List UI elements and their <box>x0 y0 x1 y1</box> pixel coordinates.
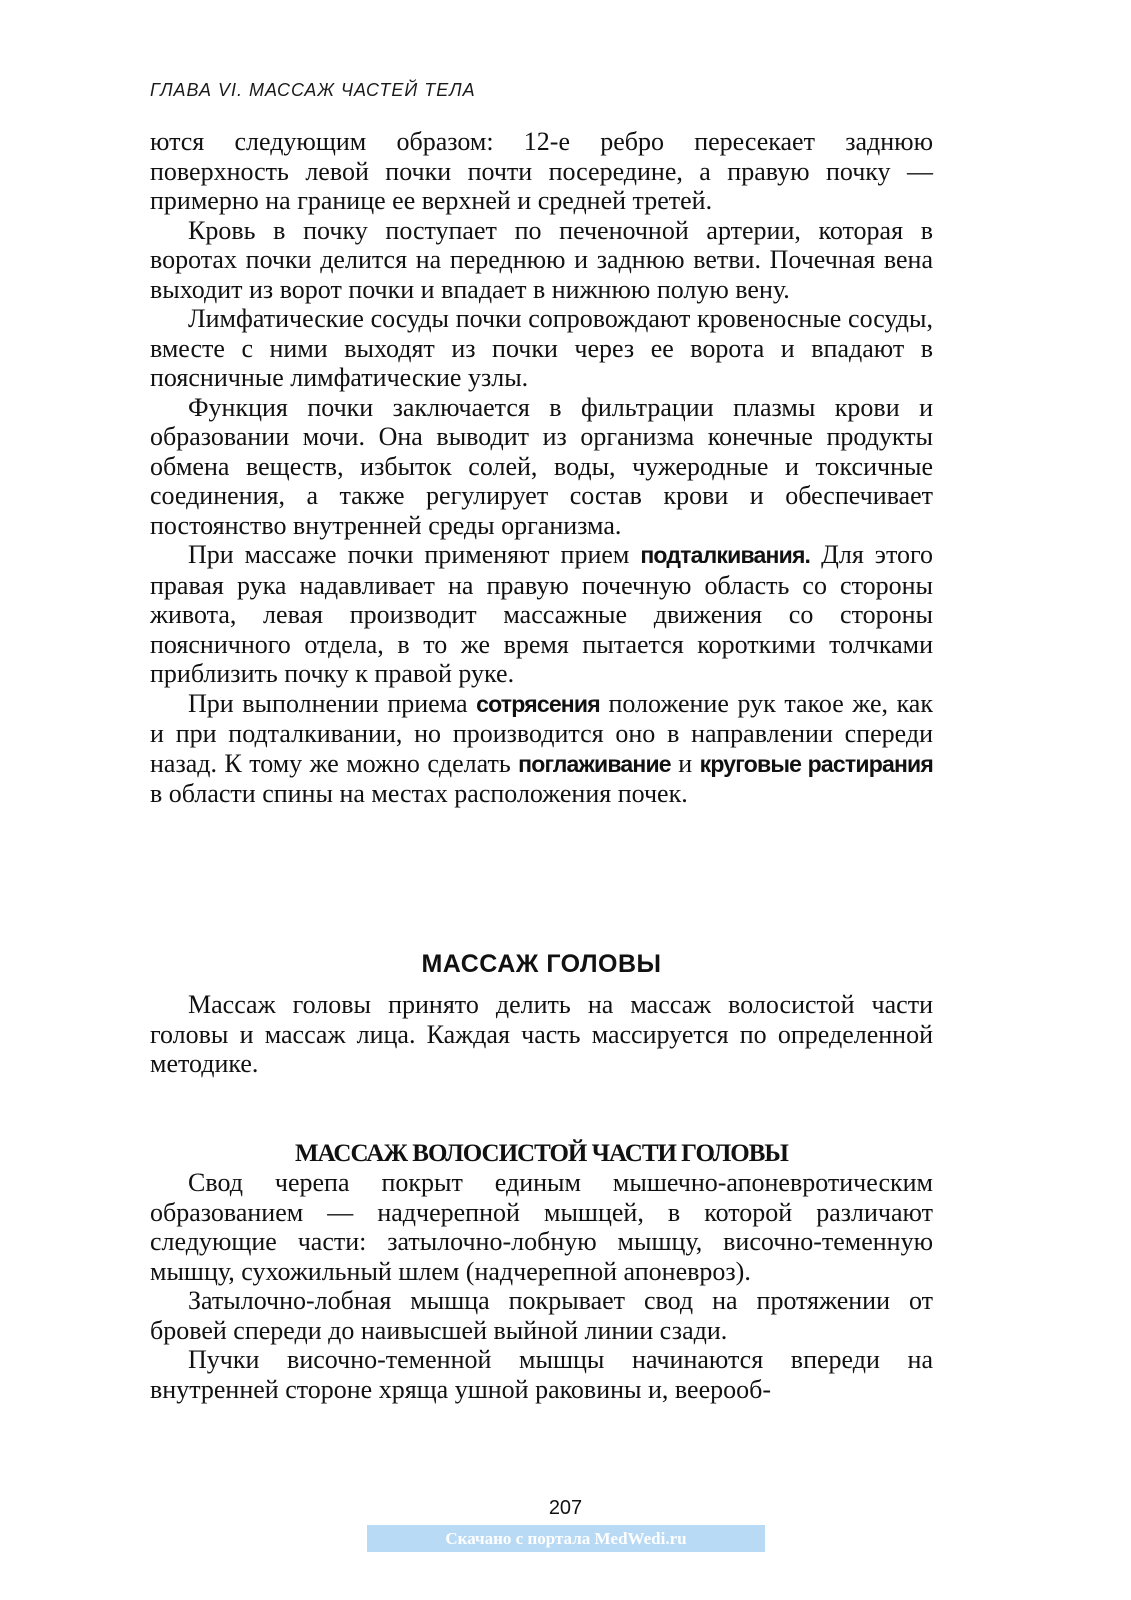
text-run: При массаже почки применяют прием <box>188 540 641 569</box>
paragraph <box>150 689 933 809</box>
text-run: При выполнении приема <box>188 688 477 718</box>
paragraph: Кровь в почку поступает по печеночной артерии, которая в воротах почки делится на переднюю и заднюю ветви. Почечная вена выходит из ворот почки и впадает в нижнюю полую вену. <box>150 215 933 304</box>
text-block-kidney <box>150 127 933 809</box>
text-block-scalp <box>150 1168 933 1404</box>
paragraph: Функция почки заключается в фильтрации плазмы крови и образовании мочи. Она выводит из организма конечные продукты обмена веществ, избыток солей, воды, чужеродные и токсичные соединения, а также регулирует состав крови и обеспечивает постоянство внутренней среды организма. <box>150 392 933 540</box>
paragraph: Затылочно-лобная мышца покрывает свод на протяжении от бровей спереди до наивысшей выйной линии сзади. <box>150 1286 933 1345</box>
paragraph <box>150 540 933 689</box>
bold-term: поглаживание <box>518 750 671 777</box>
running-head: ГЛАВА VI. МАССАЖ ЧАСТЕЙ ТЕЛА <box>150 80 476 100</box>
paragraph: Пучки височно-теменной мышцы начинаются впереди на внутренней стороне хряща ушной раковины и, веерооб- <box>150 1345 933 1404</box>
text-run: положение рук такое же, как и при подталкивании, но производится оно в направлении спереди назад. К тому же можно сделать <box>150 688 933 778</box>
text-run: в области спины на местах расположения почек. <box>150 779 688 808</box>
bold-term: подталкивания. <box>640 542 811 568</box>
text-run: и <box>670 748 700 778</box>
paragraph: Массаж головы принято делить на массаж волосистой части головы и массаж лица. Каждая часть массируется по определенной методике. <box>150 990 933 1078</box>
text-run: Для этого правая рука надавливает на правую почечную область со стороны живота, левая производит массажные движения со стороны поясничного отдела, в то же время пытается короткими толчками приблизить почку к правой руке. <box>150 540 933 688</box>
bold-term: сотрясения <box>476 690 600 717</box>
section-heading: МАССАЖ ГОЛОВЫ <box>421 950 662 978</box>
paragraph: ются следующим образом: 12-е ребро пересекает заднюю поверхность левой почки почти посередине, а правую почку — примерно на границе ее верхней и средней третей. <box>150 127 933 215</box>
bold-term: круговые растирания <box>699 750 934 777</box>
paragraph: Свод черепа покрыт единым мышечно-апоневротическим образованием — надчерепной мышцей, в которой различают следующие части: затылочно-лобную мышцу, височно-теменную мышцу, сухожильный шлем (надчерепной апоневроз). <box>150 1168 933 1286</box>
section-heading: МАССАЖ ВОЛОСИСТОЙ ЧАСТИ ГОЛОВЫ <box>295 1140 788 1167</box>
paragraph: Лимфатические сосуды почки сопровождают кровеносные сосуды, вместе с ними выходят из почки через ее ворота и впадают в поясничные лимфатические узлы. <box>150 304 933 392</box>
watermark-banner: Скачано с портала MedWedi.ru <box>367 1525 765 1552</box>
page-number: 207 <box>548 1497 583 1519</box>
text-block-head-massage <box>150 990 933 1079</box>
